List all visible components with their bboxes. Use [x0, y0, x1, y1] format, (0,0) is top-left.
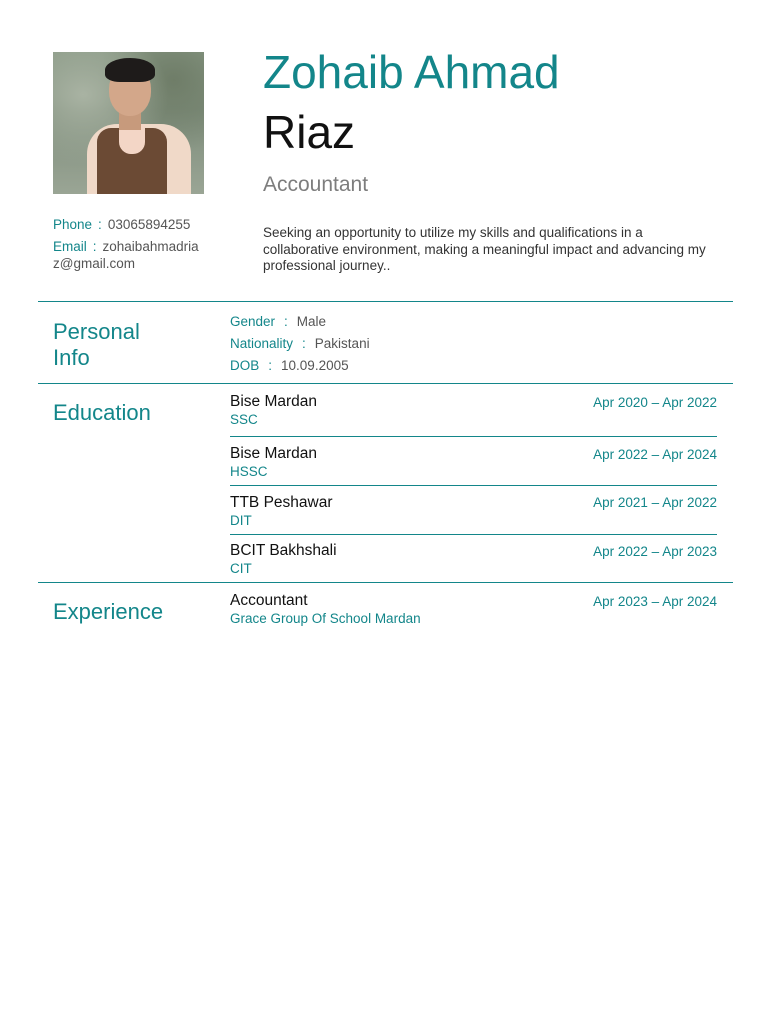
dob-value: 10.09.2005	[281, 358, 349, 373]
education-dates: Apr 2022 – Apr 2023	[593, 544, 717, 559]
education-degree: HSSC	[230, 464, 268, 479]
contact-phone	[53, 217, 233, 234]
email-value-line2: z@gmail.com	[53, 255, 135, 271]
personal-info-dob	[230, 358, 349, 374]
phone-separator: :	[98, 217, 102, 232]
nationality-value: Pakistani	[314, 336, 370, 351]
name-last: Riaz	[263, 106, 356, 158]
nationality-separator: :	[302, 336, 306, 351]
education-dates: Apr 2020 – Apr 2022	[593, 395, 717, 410]
phone-value: 03065894255	[107, 217, 191, 232]
dob-separator: :	[268, 358, 273, 373]
entry-divider	[230, 436, 717, 437]
divider	[38, 301, 733, 302]
phone-label: Phone	[53, 217, 93, 232]
email-label: Email	[53, 239, 87, 254]
gender-value: Male	[296, 314, 327, 329]
gender-label: Gender	[230, 314, 276, 329]
education-institution: TTB Peshawar	[230, 494, 333, 511]
divider	[38, 383, 733, 384]
divider	[38, 582, 733, 583]
section-heading-education: Education	[53, 400, 151, 425]
personal-heading-line1: Personal	[53, 319, 140, 344]
section-heading-experience: Experience	[53, 599, 164, 624]
nationality-label: Nationality	[230, 336, 294, 351]
education-institution: Bise Mardan	[230, 445, 318, 462]
email-separator: :	[92, 239, 97, 254]
education-dates: Apr 2022 – Apr 2024	[593, 447, 717, 462]
education-dates: Apr 2021 – Apr 2022	[593, 495, 717, 510]
profile-photo	[53, 52, 204, 194]
experience-company: Grace Group Of School Mardan	[230, 611, 421, 626]
education-degree: DIT	[230, 513, 252, 528]
gender-separator: :	[284, 314, 288, 329]
education-institution: Bise Mardan	[230, 393, 318, 410]
name-first: Zohaib Ahmad	[263, 46, 560, 98]
education-degree: CIT	[230, 561, 252, 576]
education-degree: SSC	[230, 412, 258, 427]
job-title: Accountant	[263, 173, 369, 196]
summary-text: Seeking an opportunity to utilize my skills and qualifications in a collaborative environment, making a meaningful impact and advancing my professional journey..	[263, 225, 706, 274]
email-value-line1: zohaibahmadria	[102, 239, 199, 254]
experience-title: Accountant	[230, 592, 308, 609]
education-institution: BCIT Bakhshali	[230, 542, 337, 559]
contact-email	[53, 239, 233, 272]
personal-heading-line2: Info	[53, 345, 90, 370]
section-heading-personal-info	[53, 319, 140, 371]
personal-info-gender	[230, 314, 326, 330]
entry-divider	[230, 534, 717, 535]
personal-info-nationality	[230, 336, 370, 352]
entry-divider	[230, 485, 717, 486]
experience-dates: Apr 2023 – Apr 2024	[593, 594, 717, 609]
dob-label: DOB	[230, 358, 260, 373]
